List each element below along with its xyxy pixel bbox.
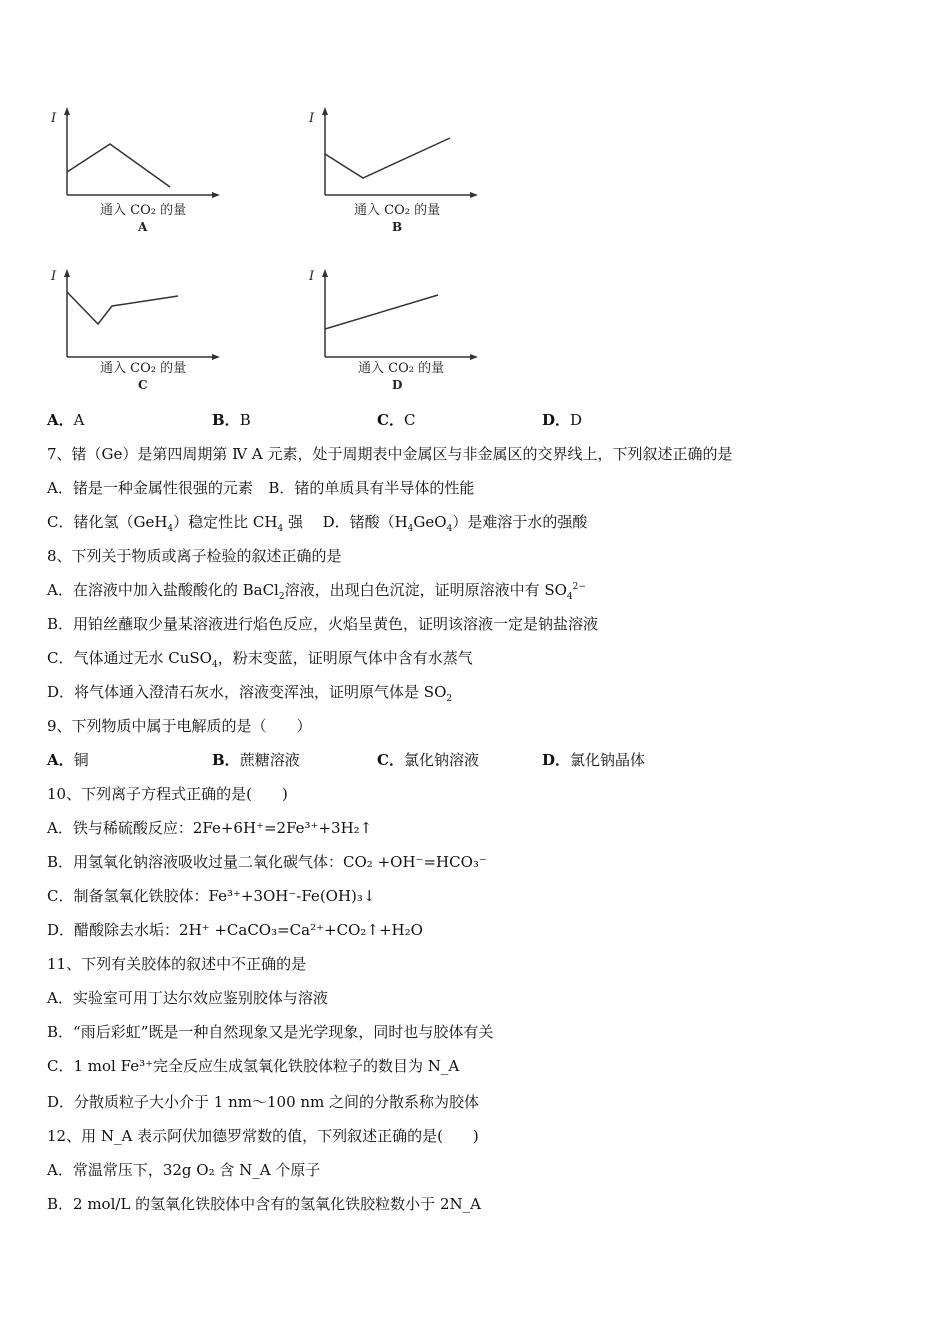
graph-c-letter: C [138,378,148,392]
q9-option-b: B．蔗糖溶液 [212,751,300,769]
graph-d-letter: D [392,378,403,392]
graph-b-axis-label: I [309,111,315,126]
q6-option-d-text: D [570,411,583,429]
q6-option-c [377,410,415,430]
q6-option-a-key: A． [47,411,74,429]
q6-option-c-key: C． [377,411,404,429]
q6-option-a-text: A [73,411,85,429]
q8-option-a: A．在溶液中加入盐酸酸化的 BaCl$_2$溶液，出现白色沉淀，证明原溶液中有 $SO_4^{2-}$ [47,581,586,602]
graph-b [298,100,478,240]
q7-option-c: C．锗化氢（GeH$_4$）稳定性比 $CH_4$ 强 [47,513,303,534]
q7-option-a: A．锗是一种金属性很强的元素 [47,479,253,497]
q11-stem: 11、下列有关胶体的叙述中不正确的是 [47,955,307,973]
graph-c-curve [67,292,178,324]
graph-c-axis-label: I [51,269,57,284]
q10-option-a: A．铁与稀硫酸反应：2Fe+6H⁺=2Fe³⁺+3H₂↑ [47,819,373,837]
graph-c-xlabel: 通入 CO₂ 的量 [100,361,187,376]
graph-a-letter: A [138,220,148,234]
graph-a-svg [40,100,220,240]
graph-a [40,100,220,240]
graph-d-curve [325,295,438,329]
q6-option-a [47,410,84,430]
graph-a-axis-label: I [51,111,57,126]
q10-option-c: C．制备氢氧化铁胶体：Fe³⁺+3OH⁻-Fe(OH)₃↓ [47,887,376,905]
q8-option-c: C．气体通过无水 CuSO$_4$，粉末变蓝，证明原气体中含有水蒸气 [47,649,473,670]
graph-a-curve [67,144,170,187]
q12-option-b: B．2 mol/L 的氢氧化铁胶体中含有的氢氧化铁胶粒数小于 2N_A [47,1195,481,1213]
q10-option-d: D．醋酸除去水垢：2H⁺ +CaCO₃=Ca²⁺+CO₂↑+H₂O [47,921,423,939]
q11-option-a: A．实验室可用丁达尔效应鉴别胶体与溶液 [47,989,328,1007]
q12-option-a: A．常温常压下，32g O₂ 含 N_A 个原子 [47,1161,321,1179]
q8-option-b: B．用铂丝蘸取少量某溶液进行焰色反应，火焰呈黄色，证明该溶液一定是钠盐溶液 [47,615,599,633]
q7-options-ab [47,478,474,498]
q7-stem: 7、锗（Ge）是第四周期第 Ⅳ A 元素，处于周期表中金属区与非金属区的交界线上，下列叙述正确的是 [47,445,733,463]
q8-option-d: D．将气体通入澄清石灰水，溶液变浑浊，证明原气体是 $SO_2$ [47,683,453,704]
q7-option-d: D．锗酸$(H_4GeO_4)$是难溶于水的强酸 [322,513,588,534]
q6-option-d [542,410,582,430]
graph-d-axis-label: I [309,269,315,284]
q10-stem: 10、下列离子方程式正确的是( ) [47,785,288,803]
q11-option-c: C．1 mol Fe³⁺完全反应生成氢氧化铁胶体粒子的数目为 N_A [47,1057,460,1075]
graph-b-curve [325,138,450,178]
q9-stem: 9、下列物质中属于电解质的是（ ） [47,717,312,735]
q11-option-d: D．分散质粒子大小介于 1 nm～100 nm 之间的分散系称为胶体 [47,1093,480,1111]
graph-c [40,262,220,402]
q9-option-d: D．氯化钠晶体 [542,751,646,769]
q6-option-c-text: C [403,411,416,429]
q8-stem: 8、下列关于物质或离子检验的叙述正确的是 [47,547,342,565]
q6-option-b-text: B [239,411,251,429]
q9-option-c: C．氯化钠溶液 [377,751,479,769]
q6-option-b [212,410,251,430]
q6-option-d-key: D． [542,411,571,429]
graph-b-letter: B [392,220,403,234]
graph-c-svg [40,262,220,402]
q7-options-cd [47,512,587,532]
q9-option-a: A．铜 [47,751,89,769]
q10-option-b: B．用氢氧化钠溶液吸收过量二氧化碳气体：CO₂ +OH⁻=HCO₃⁻ [47,853,487,871]
graph-a-xlabel: 通入 CO₂ 的量 [100,203,187,218]
graph-d-svg [298,262,478,402]
graph-d [298,262,478,402]
graph-b-svg [298,100,478,240]
q7-option-b: B．锗的单质具有半导体的性能 [268,479,475,497]
graph-b-xlabel: 通入 CO₂ 的量 [354,203,441,218]
q11-option-b: B．“雨后彩虹”既是一种自然现象又是光学现象，同时也与胶体有关 [47,1023,494,1041]
q12-stem: 12、用 N_A 表示阿伏加德罗常数的值，下列叙述正确的是( ) [47,1127,479,1145]
graph-d-xlabel: 通入 CO₂ 的量 [358,361,445,376]
q6-option-b-key: B． [212,411,240,429]
